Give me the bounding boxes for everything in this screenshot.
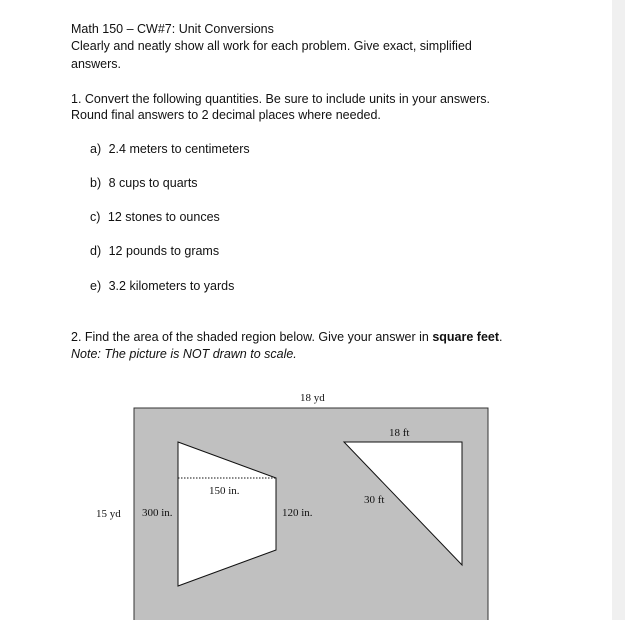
label-tri-top: 18 ft xyxy=(389,427,410,439)
problem-2-note: Note: The picture is NOT drawn to scale. xyxy=(71,347,297,361)
instructions-line-2: answers. xyxy=(71,57,122,71)
item-text: 3.2 kilometers to yards xyxy=(108,279,235,293)
problem-2-prompt-bold: square feet xyxy=(432,330,500,344)
item-letter: e) xyxy=(90,279,102,293)
item-letter: c) xyxy=(90,210,101,224)
item-text: 12 pounds to grams xyxy=(108,244,220,258)
label-trap-top: 150 in. xyxy=(209,485,240,497)
item-text: 12 stones to ounces xyxy=(107,210,220,224)
item-text: 8 cups to quarts xyxy=(108,176,198,190)
item-text: 2.4 meters to centimeters xyxy=(108,142,250,156)
label-left: 15 yd xyxy=(96,508,121,520)
label-tri-hyp: 30 ft xyxy=(364,494,385,506)
label-top: 18 yd xyxy=(300,392,325,404)
problem-2-prompt-prefix: 2. Find the area of the shaded region below. Give your answer in xyxy=(71,330,433,344)
label-trap-left: 300 in. xyxy=(142,507,173,519)
problem-1-prompt-line-2: Round final answers to 2 decimal places where needed. xyxy=(71,108,381,122)
scrollbar[interactable] xyxy=(612,0,625,620)
instructions-line-1: Clearly and neatly show all work for each problem. Give exact, simplified xyxy=(71,39,472,53)
item-letter: d) xyxy=(90,244,102,258)
item-letter: a) xyxy=(90,142,102,156)
problem-2-prompt-suffix: . xyxy=(499,330,503,344)
document-title: Math 150 – CW#7: Unit Conversions xyxy=(71,22,274,36)
label-trap-right: 120 in. xyxy=(282,507,313,519)
problem-1-prompt-line-1: 1. Convert the following quantities. Be sure to include units in your answers. xyxy=(71,92,490,106)
item-letter: b) xyxy=(90,176,102,190)
